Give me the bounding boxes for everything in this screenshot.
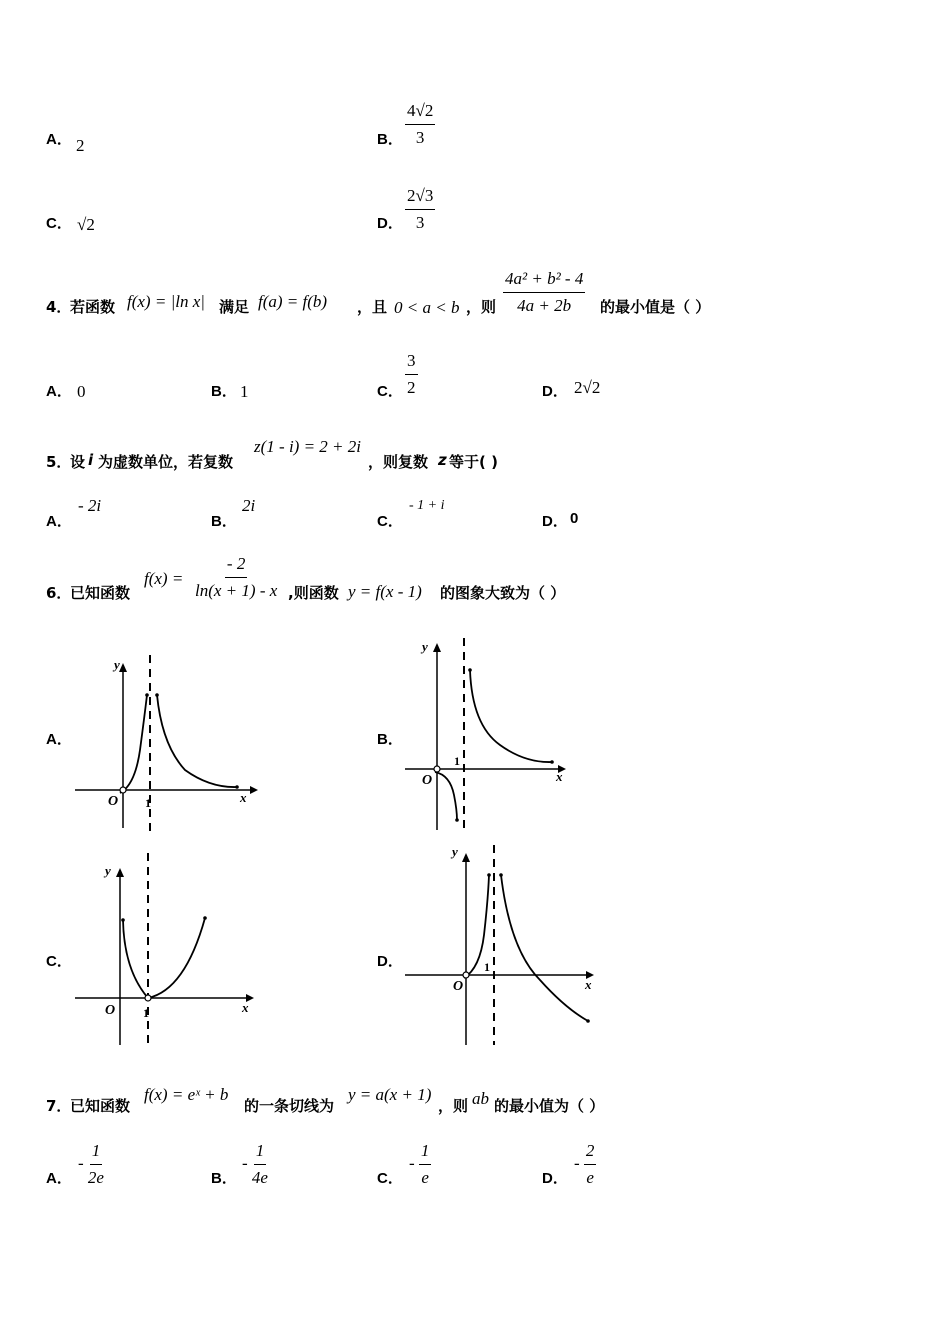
q7-tangent-line: y = a(x + 1) (348, 1085, 432, 1104)
q3-option-b-label: B． (377, 131, 403, 148)
q3-option-d-fraction: $\frac{2√3}{3}$ (407, 186, 434, 232)
q4-expression-fraction: $\frac{\text{4a² + b² - 4}}{4a + 2b}$ (505, 269, 584, 315)
q4-option-a-value: 0 (77, 382, 86, 401)
svg-text:x: x (556, 769, 563, 784)
q5-var-z: z (438, 451, 447, 469)
q7-option-c-label: C． (377, 1170, 403, 1187)
svg-text:O: O (422, 773, 433, 788)
q4-option-c-fraction: $\frac{3}{2}$ (407, 351, 416, 397)
q6-graph-a (70, 650, 260, 835)
q3-option-b-fraction: $\frac{4√2}{3}$ (407, 101, 434, 147)
q3-option-c-value: √2 (77, 215, 95, 234)
q7-text-3: ，则 (438, 1097, 469, 1115)
q5-option-b-value: 2i (242, 496, 256, 515)
q4-option-b-label: B． (211, 383, 237, 400)
q4-option-d-value: 2√2 (574, 378, 601, 397)
q3-option-a-value: 2 (76, 136, 85, 155)
q6-option-d-label: D． (377, 953, 403, 970)
svg-text:y: y (105, 863, 111, 878)
q4-number: 4． (46, 298, 72, 316)
q6-option-a-label: A． (46, 731, 72, 748)
svg-text:x: x (242, 1000, 249, 1015)
q5-text-3: ，则复数 (368, 453, 429, 471)
svg-text:1: 1 (484, 960, 490, 974)
q4-text-1: 若函数 (70, 298, 116, 316)
q4-function-def: f(x) = |ln x| (127, 292, 205, 311)
q5-option-d-label: D． (542, 513, 568, 530)
q7-function-def: f(x) = eˣ + b (144, 1085, 229, 1104)
svg-text:x: x (585, 977, 592, 992)
svg-text:1: 1 (143, 1006, 149, 1020)
q5-equation: z(1 - i) = 2 + 2i (254, 437, 361, 456)
q7-option-a-label: A． (46, 1170, 72, 1187)
q7-text-2: 的一条切线为 (244, 1097, 335, 1115)
q6-option-c-label: C． (46, 953, 72, 970)
svg-text:O: O (453, 979, 464, 994)
q7-number: 7． (46, 1097, 72, 1115)
svg-text:y: y (422, 639, 428, 654)
q4-option-a-label: A． (46, 383, 72, 400)
q4-option-c-label: C． (377, 383, 403, 400)
q4-option-d-label: D． (542, 383, 568, 400)
q5-text-1: 设 (70, 453, 86, 471)
q6-graph-d (400, 840, 600, 1050)
q6-option-b-label: B． (377, 731, 403, 748)
q7-option-b-value: - $\frac{1}{4e}$ (242, 1141, 268, 1187)
q6-text-2: ,则函数 (288, 584, 339, 602)
svg-text:y: y (114, 657, 120, 672)
q4-option-b-value: 1 (240, 382, 249, 401)
q5-number: 5． (46, 453, 72, 471)
q4-equality: f(a) = f(b) (258, 292, 328, 311)
q5-text-2: 为虚数单位，若复数 (98, 453, 234, 471)
q4-text-5: 的最小值是（ ） (600, 298, 711, 316)
q3-option-a-label: A． (46, 131, 72, 148)
q7-text-1: 已知函数 (70, 1097, 131, 1115)
q4-text-2: 满足 (219, 298, 250, 316)
svg-text:x: x (240, 790, 247, 805)
q7-product-ab: ab (472, 1089, 489, 1108)
q4-inequality: 0 < a < b (394, 298, 460, 317)
q6-text-3: 的图象大致为（ ） (440, 584, 566, 602)
q5-option-d-value: 0 (570, 510, 579, 527)
svg-text:1: 1 (454, 754, 460, 768)
q7-option-b-label: B． (211, 1170, 237, 1187)
q5-text-4: 等于( ) (449, 453, 498, 471)
q6-graph-b (400, 635, 580, 835)
q5-option-b-label: B． (211, 513, 237, 530)
q6-text-1: 已知函数 (70, 584, 131, 602)
q7-text-4: 的最小值为（ ） (494, 1097, 605, 1115)
q4-text-4: ，则 (466, 298, 497, 316)
svg-text:O: O (108, 794, 119, 809)
q7-option-d-label: D． (542, 1170, 568, 1187)
q7-option-a-value: - $\frac{1}{2e}$ (78, 1141, 104, 1187)
q6-function-lhs: f(x) = (144, 569, 184, 588)
q6-number: 6． (46, 584, 72, 602)
q3-option-d-label: D． (377, 215, 403, 232)
q6-graph-c (70, 850, 260, 1050)
svg-text:O: O (105, 1003, 116, 1018)
q7-option-c-value: - $\frac{1}{e}$ (409, 1141, 430, 1187)
svg-text:1: 1 (145, 796, 151, 810)
q5-var-i: i (88, 451, 94, 469)
q6-shifted-function: y = f(x - 1) (348, 582, 422, 601)
q4-text-3: ，且 (357, 298, 388, 316)
q6-function-fraction: $\frac{- 2}{\ln(x + 1) - x}$ (195, 554, 278, 600)
q7-option-d-value: - $\frac{2}{e}$ (574, 1141, 595, 1187)
q3-option-c-label: C． (46, 215, 72, 232)
q5-option-a-label: A． (46, 513, 72, 530)
svg-text:y: y (452, 844, 458, 859)
q5-option-a-value: - 2i (78, 496, 102, 515)
q5-option-c-label: C． (377, 513, 403, 530)
q5-option-c-value: - 1 + i (409, 498, 445, 513)
